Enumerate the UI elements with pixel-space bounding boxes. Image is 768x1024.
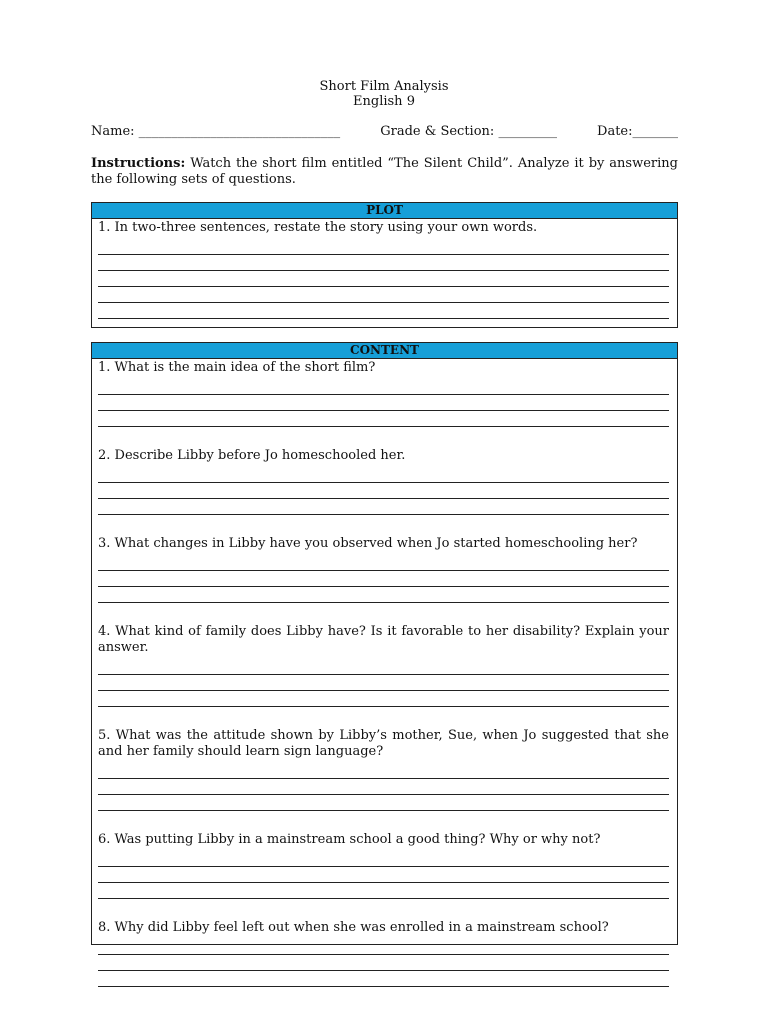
instructions-label: Instructions: [91,156,186,171]
grade-section-label: Grade & Section: [380,124,499,139]
answer-area[interactable] [98,555,669,603]
answer-line[interactable] [98,851,669,867]
answer-line[interactable] [98,867,669,883]
content-questions [92,359,677,987]
answer-area[interactable] [98,659,669,707]
question-block [98,920,669,987]
student-info-line [91,124,678,140]
answer-line[interactable] [98,395,669,411]
question-block [98,536,669,603]
answer-line[interactable] [98,411,669,427]
content-heading: CONTENT [92,343,677,359]
answer-area[interactable] [98,939,669,987]
plot-question: 1. In two-three sentences, restate the story using your own words. [98,220,538,235]
answer-line[interactable] [98,971,669,987]
answer-line[interactable] [98,691,669,707]
question-text: 8. Why did Libby feel left out when she was enrolled in a mainstream school? [98,920,609,935]
answer-line[interactable] [98,555,669,571]
answer-line[interactable] [98,379,669,395]
question-block [98,728,669,811]
answer-line[interactable] [98,587,669,603]
answer-line[interactable] [98,239,669,255]
question-text: 1. What is the main idea of the short film? [98,360,376,375]
instructions [91,156,678,188]
question-text: 2. Describe Libby before Jo homeschooled her. [98,448,406,463]
answer-line[interactable] [98,659,669,675]
answer-line[interactable] [98,939,669,955]
answer-line[interactable] [98,271,669,287]
date-blank: _______ [632,124,678,139]
answer-area[interactable] [98,467,669,515]
question-text: 4. What kind of family does Libby have? Is it favorable to her disability? Explain your answer. [98,624,669,655]
question-block [98,448,669,515]
answer-line[interactable] [98,287,669,303]
answer-line[interactable] [98,779,669,795]
grade-section-blank: _________ [498,124,557,139]
page-title: Short Film Analysis [319,79,449,94]
plot-section [91,202,678,328]
answer-line[interactable] [98,763,669,779]
name-field[interactable] [91,124,340,140]
grade-section-field[interactable] [380,124,557,140]
question-block [98,832,669,899]
content-section [91,342,678,945]
answer-line[interactable] [98,303,669,319]
answer-line[interactable] [98,483,669,499]
question-text: 6. Was putting Libby in a mainstream school a good thing? Why or why not? [98,832,601,847]
answer-line[interactable] [98,571,669,587]
answer-area[interactable] [98,851,669,899]
answer-area[interactable] [98,763,669,811]
plot-answer-area[interactable] [98,239,669,319]
question-block [98,360,669,427]
answer-line[interactable] [98,955,669,971]
question-text: 3. What changes in Libby have you observed when Jo started homeschooling her? [98,536,638,551]
date-label: Date: [597,124,633,139]
answer-line[interactable] [98,675,669,691]
plot-heading: PLOT [92,203,677,219]
answer-line[interactable] [98,883,669,899]
name-blank: _______________________________ [138,124,341,139]
instructions-text: Watch the short film entitled “The Silent Child”. Analyze it by answering the following sets of questions. [91,156,678,187]
question-text: 5. What was the attitude shown by Libby’s mother, Sue, when Jo suggested that she and her family should learn sign language? [98,728,669,759]
answer-line[interactable] [98,499,669,515]
name-label: Name: [91,124,139,139]
answer-area[interactable] [98,379,669,427]
answer-line[interactable] [98,255,669,271]
date-field[interactable] [597,124,678,140]
question-block [98,624,669,707]
page-subtitle: English 9 [353,94,415,109]
answer-line[interactable] [98,467,669,483]
answer-line[interactable] [98,795,669,811]
